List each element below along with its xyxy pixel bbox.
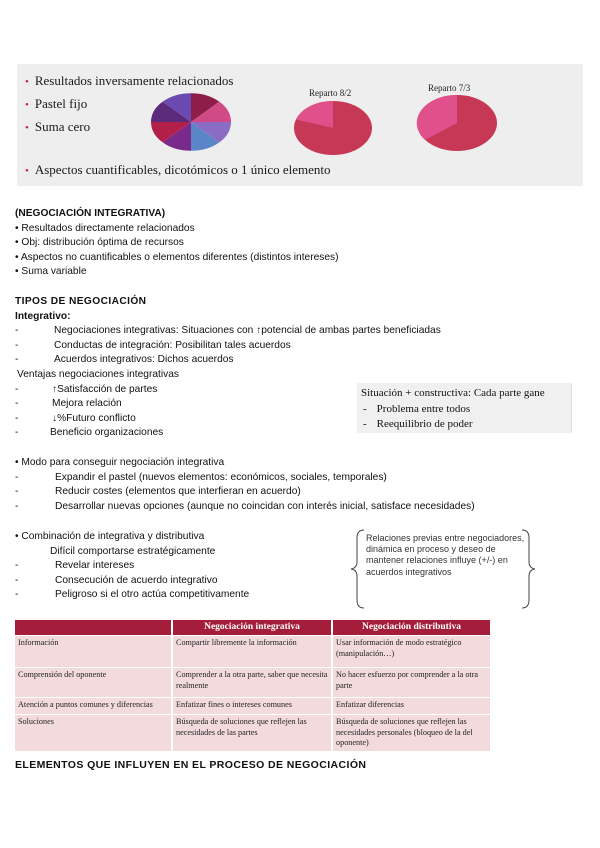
pie-label-7-3: Reparto 7/3 xyxy=(428,83,471,93)
table-row xyxy=(15,698,490,715)
callout-box xyxy=(357,383,572,433)
list-item: • Suma variable xyxy=(15,266,87,278)
table-cell: Búsqueda de soluciones que reflejen las necesidades personales (bloqueo de la del oponente) xyxy=(332,715,490,752)
table-cell: Soluciones xyxy=(15,715,172,752)
section-heading: • Modo para conseguir negociación integrativa xyxy=(15,457,225,468)
list-item: - Desarrollar nuevas opciones (aunque no coincidan con interés inicial, satisface necesidades) xyxy=(15,500,475,512)
table-cell: Comprender a la otra parte, saber que necesita realmente xyxy=(172,668,332,698)
table-header: Negociación distributiva xyxy=(332,620,490,636)
list-item: - Acuerdos integrativos: Dichos acuerdos xyxy=(15,354,234,366)
list-item: - Expandir el pastel (nuevos elementos: económicos, sociales, temporales) xyxy=(15,471,387,483)
list-item: - ↑Satisfacción de partes xyxy=(15,383,158,395)
table-cell: Compartir libremente la información xyxy=(172,636,332,668)
list-item: - Peligroso si el otro actúa competitivamente xyxy=(15,589,250,601)
section-heading: (NEGOCIACIÓN INTEGRATIVA) xyxy=(15,208,166,219)
list-item: - Conductas de integración: Posibilitan tales acuerdos xyxy=(15,339,291,351)
combinacion-section xyxy=(15,530,345,603)
table-row xyxy=(15,715,490,752)
table-cell: Enfatizar fines o intereses comunes xyxy=(172,698,332,715)
pie-7-3 xyxy=(415,93,499,153)
table-cell: Información xyxy=(15,636,172,668)
list-item: - Mejora relación xyxy=(15,398,122,410)
multi-slice-pie xyxy=(151,93,231,151)
section-heading: • Combinación de integrativa y distributiva xyxy=(15,531,205,542)
callout-title: Situación + constructiva: Cada parte gane xyxy=(361,387,545,399)
slide-bullet: • Pastel fijo xyxy=(25,96,88,111)
list-item: • Obj: distribución óptima de recursos xyxy=(15,237,184,249)
note-text: Relaciones previas entre negociadores, dinámica en proceso y deseo de mantener relaciones influye (+/-) en acuerdos integrativos xyxy=(366,533,525,577)
list-item: - Revelar intereses xyxy=(15,560,135,572)
table-row xyxy=(15,636,490,668)
table-cell: Atención a puntos comunes y diferencias xyxy=(15,698,172,715)
subheading: Integrativo: xyxy=(15,310,71,322)
section-heading: ELEMENTOS QUE INFLUYEN EN EL PROCESO DE NEGOCIACIÓN xyxy=(15,759,367,771)
slide-bullet: • Suma cero xyxy=(25,119,91,134)
integrativa-section xyxy=(15,207,339,280)
callout-item: - Reequilibrio de poder xyxy=(363,418,473,430)
table-row xyxy=(15,668,490,698)
table-cell: Comprensión del oponente xyxy=(15,668,172,698)
table-header: Negociación integrativa xyxy=(172,620,332,636)
modo-section xyxy=(15,456,535,514)
table-cell: Enfatizar diferencias xyxy=(332,698,490,715)
table-cell: Búsqueda de soluciones que reflejen las necesidades de las partes xyxy=(172,715,332,752)
slide-image xyxy=(17,64,583,186)
ventajas-heading: Ventajas negociaciones integrativas xyxy=(17,368,179,380)
list-item: • Aspectos no cuantificables o elementos diferentes (distintos intereses) xyxy=(15,251,339,263)
list-item: - Consecución de acuerdo integrativo xyxy=(15,574,218,586)
table-header xyxy=(15,620,172,636)
slide-bullet: • Aspectos cuantificables, dicotómicos o 1 único elemento xyxy=(25,162,331,177)
list-item: - Reducir costes (elementos que interfieran en acuerdo) xyxy=(15,486,301,498)
pie-label-8-2: Reparto 8/2 xyxy=(309,88,352,98)
list-item: Difícil comportarse estratégicamente xyxy=(50,545,216,557)
section-heading: TIPOS DE NEGOCIACIÓN xyxy=(15,296,147,307)
comparison-table xyxy=(15,620,490,751)
brace-note xyxy=(350,528,536,610)
list-item: - Negociaciones integrativas: Situaciones con ↑potencial de ambas partes beneficiadas xyxy=(15,325,441,337)
slide-bullet: • Resultados inversamente relacionados xyxy=(25,73,234,88)
table-cell: Usar información de modo estratégico (manipulación…) xyxy=(332,636,490,668)
list-item: • Resultados directamente relacionados xyxy=(15,222,195,234)
callout-item: - Problema entre todos xyxy=(363,403,471,415)
pie-8-2 xyxy=(292,99,374,157)
list-item: - Beneficio organizaciones xyxy=(15,427,164,439)
table-header-row xyxy=(15,620,490,636)
table-cell: No hacer esfuerzo por comprender a la otra parte xyxy=(332,668,490,698)
list-item: - ↓%Futuro conflicto xyxy=(15,412,136,424)
